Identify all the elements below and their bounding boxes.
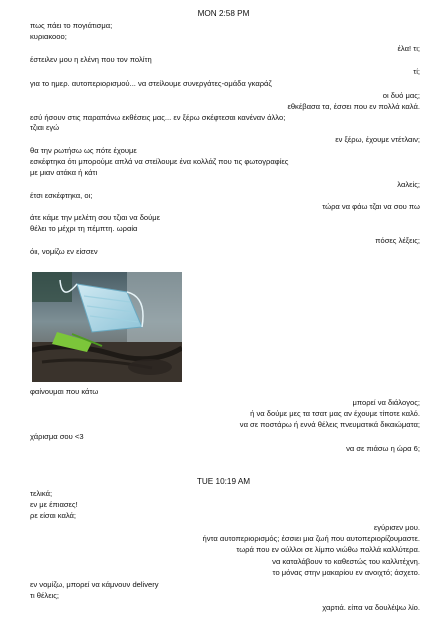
message-right: τώρα να φάω τζαι να σου πω <box>322 202 420 211</box>
message-left: όιι, νομίζω εν είσσεν <box>30 247 98 256</box>
message-right: χαρτιά. είπα να δουλέψω λίο. <box>322 603 420 612</box>
photo-mask-on-branch[interactable] <box>32 272 182 382</box>
message-left: φαίνουμαι που κάτω <box>30 387 99 396</box>
message-left: τι θέλεις; <box>30 591 60 600</box>
message-right: να σε ποστάρω ή εννά θέλεις πνευματικά δικαιώματα; <box>239 420 420 429</box>
message-left: εν νομίζω, μπορεί να κάμνουν delivery <box>30 580 159 589</box>
message-left: ρε είσαι καλά; <box>30 511 77 520</box>
message-left: θέλει το μέχρι τη πέμπτη. ωραία <box>30 224 138 233</box>
message-left: έτσι εσκέφτηκα, οι; <box>30 191 93 200</box>
message-left: τζιαι εγώ <box>30 123 60 132</box>
message-right: μπορεί να διάλογος; <box>352 398 420 407</box>
message-left: εσκέφτηκα ότι μπορούμε απλά να στείλουμε ένα κολλάζ που τις φωτογραφίες <box>30 157 289 166</box>
timestamp-tue: TUE 10:19 AM <box>196 477 251 486</box>
message-right: ήντα αυτοπεριορισμός; έσσιει μια ζωή που αυτοπεριορίζουμαστε. <box>202 534 420 543</box>
message-right: εθκέβασα τα, έσσει που εν πολλά καλά. <box>287 102 420 111</box>
message-right: να καταλάβουν το καθεστώς του καλλιτέχνη. <box>272 557 420 566</box>
message-right: το μόνας στην μακαρίου εν ανοιχτό; άσχετο. <box>272 568 420 577</box>
message-left: άτε κάμε την μελέτη σου τζιαι να δούμε <box>30 213 161 222</box>
message-right: τί; <box>413 67 420 76</box>
message-right: έλα! τι; <box>397 44 420 53</box>
message-right: τωρά που εν ούλλοι σε λίμπο νιώθω πολλά καλλύτερα. <box>236 545 420 554</box>
message-left: με μιαν ατάκα ή κάτι <box>30 168 98 177</box>
message-right: εν ξέρω, έχουμε ντέτλαιν; <box>335 135 420 144</box>
message-right: οι δυό μας; <box>382 91 420 100</box>
message-left: εν με έπιασες! <box>30 500 78 509</box>
message-left: κυριακοοο; <box>30 32 67 41</box>
photo-image <box>32 272 182 382</box>
message-right: να σε πιάσω η ώρα 6; <box>346 444 420 453</box>
message-left: για το ημερ. αυτοπεριορισμού... να στείλουμε συνεργάτες-ομάδα γκαράζ <box>30 79 272 88</box>
message-left: πως πάει το πογιάτισμα; <box>30 21 113 30</box>
message-left: εσύ ήσουν στις παραπάνω εκθέσεις μας... εν ξέρω σκέφτεσαι κανέναν άλλο; <box>30 113 286 122</box>
message-left: θα την ρωτήσω ως πότε έχουμε <box>30 146 137 155</box>
message-right: ή να δούμε μες τα τσατ μας αν έχουμε τίποτε καλό. <box>250 409 420 418</box>
message-left: χάρισμα σου <3 <box>30 432 84 441</box>
timestamp-mon: MON 2:58 PM <box>197 9 250 18</box>
message-left: τελικά; <box>30 489 53 498</box>
message-left: έστειλεν μου η ελένη που τον πολίτη <box>30 55 152 64</box>
message-right: λαλείς; <box>397 180 420 189</box>
message-right: πόσες λέξεις; <box>375 236 420 245</box>
message-right: εγύρισεν μου. <box>373 523 420 532</box>
